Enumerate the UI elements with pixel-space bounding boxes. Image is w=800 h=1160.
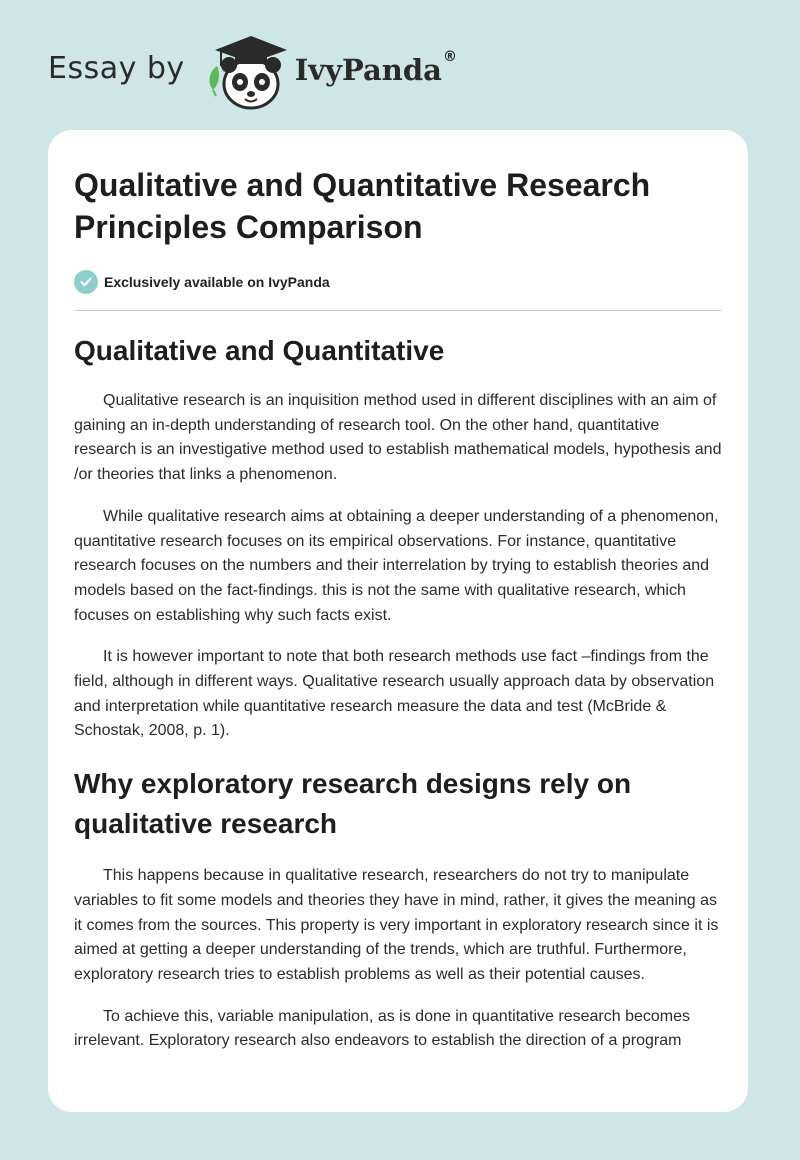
checkmark-icon — [74, 270, 98, 294]
registered-mark: ® — [442, 49, 457, 65]
paragraph: It is however important to note that both research methods use fact –findings from the field, although in different ways. Qualitative research usually approach data by observation and interpretation while quantitative research measure the data and test (McBride & Schostak, 2008, p. 1). — [74, 648, 715, 740]
paragraph: To achieve this, variable manipulation, as is done in quantitative research becomes irrelevant. Exploratory research also endeavors to establish the direction of a program — [74, 1007, 690, 1050]
panda-graduate-icon — [199, 32, 291, 112]
paragraph: This happens because in qualitative research, researchers do not try to manipulate variables to fit some models and theories they have in mind, rather, it gives the meaning as it comes from the sources. This property is very important in exploratory research since it is aimed at getting a deeper understanding of the trends, which are truthful. Furthermore, exploratory research tries to establish problems as well as their potential causes. — [74, 867, 719, 983]
article-card — [48, 130, 748, 1112]
divider — [74, 310, 722, 311]
brand-header[interactable] — [48, 32, 457, 112]
section-heading: Qualitative and Quantitative — [74, 335, 445, 366]
article-title: Qualitative and Quantitative Research Principles Comparison — [74, 167, 651, 245]
section-heading: Why exploratory research designs rely on qualitative research — [74, 768, 632, 840]
paragraph: Qualitative research is an inquisition method used in different disciplines with an aim of gaining an in-depth understanding of research tool. On the other hand, quantitative research is an investigative method used to establish mathematical models, hypothesis and /or theories that links a phenomenon. — [74, 392, 722, 484]
exclusive-badge — [74, 268, 722, 296]
brand-prefix: Essay by — [48, 50, 185, 86]
brand-name: IvyPanda® — [294, 49, 457, 87]
exclusive-label: Exclusively available on IvyPanda — [104, 274, 330, 290]
paragraph: While qualitative research aims at obtaining a deeper understanding of a phenomenon, quantitative research focuses on its empirical observations. For instance, quantitative research focuses on the numbers and their interrelation by trying to establish theories and models based on the fact-findings. this is not the same with qualitative research, which focuses on establishing why such facts exist. — [74, 507, 719, 624]
